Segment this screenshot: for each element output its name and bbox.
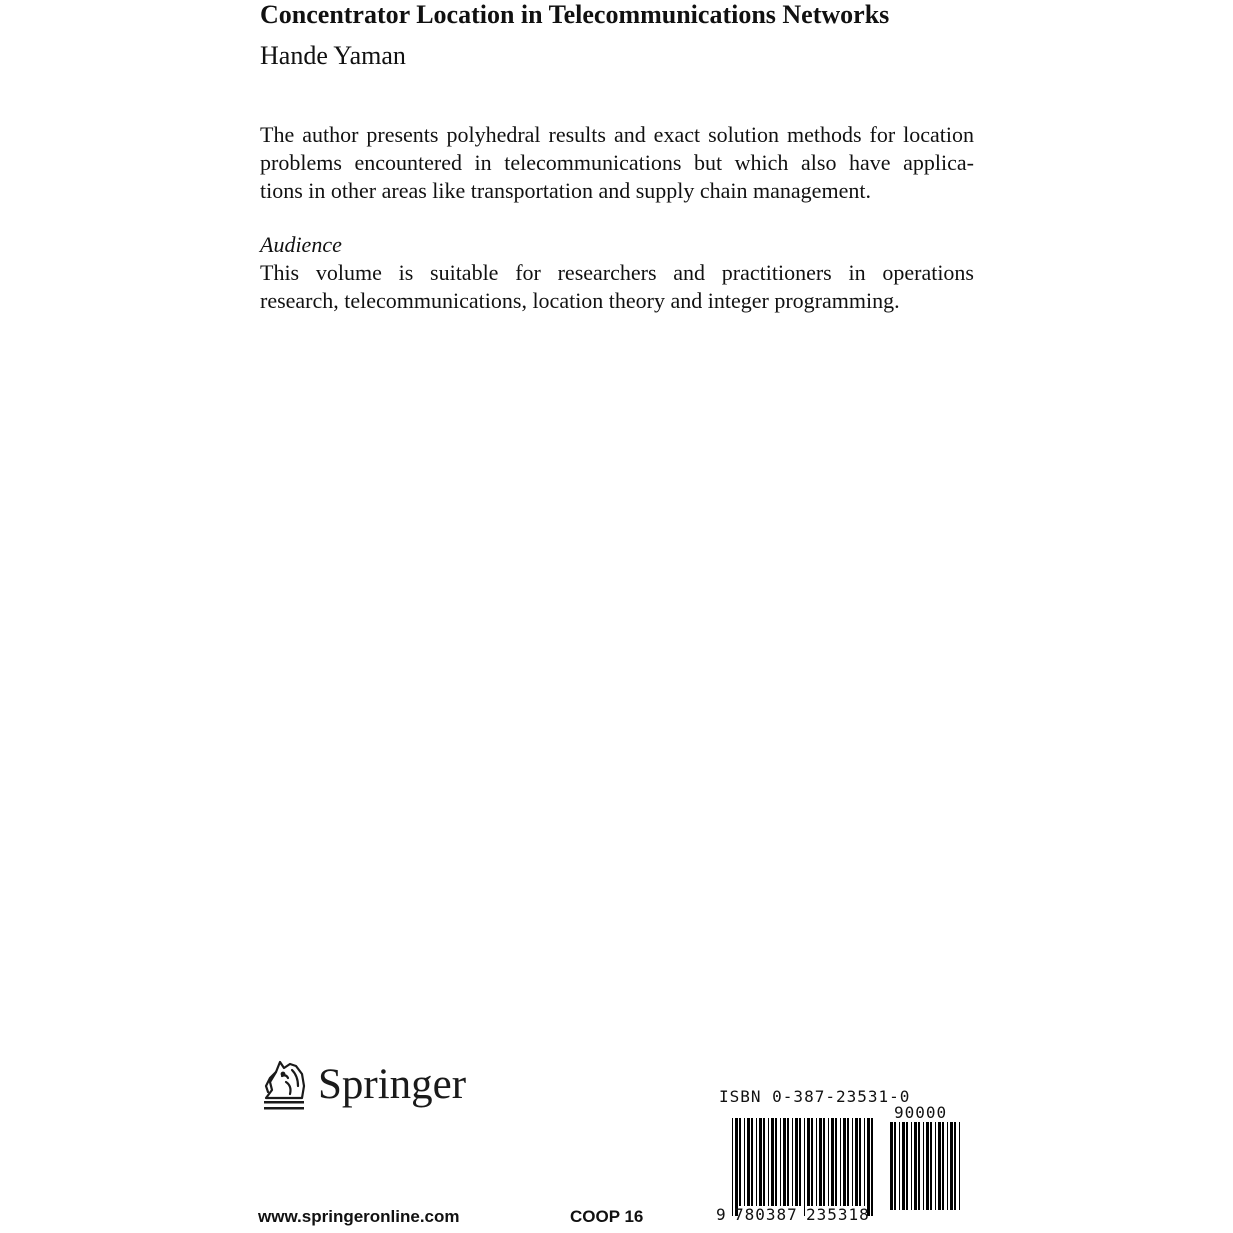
springer-wordmark: Springer — [318, 1061, 467, 1108]
barcode-bar — [828, 1118, 829, 1206]
barcode-bar — [914, 1122, 917, 1210]
barcode-bar — [756, 1118, 757, 1206]
barcode-bar — [950, 1122, 953, 1210]
ean-right-digits: 235318 — [806, 1205, 870, 1224]
barcode-bar — [926, 1122, 929, 1210]
barcode-bar — [902, 1122, 905, 1210]
barcode-bar — [911, 1122, 912, 1210]
ean-prefix-digit: 9 — [716, 1205, 727, 1224]
barcode-bar — [763, 1118, 765, 1206]
barcode-bar — [744, 1118, 745, 1206]
audience-heading: Audience — [260, 232, 342, 257]
description-line: tions in other areas like transportation and supply chain management. — [260, 178, 871, 203]
barcode-bar — [787, 1118, 789, 1206]
barcode-bar — [739, 1118, 741, 1206]
isbn-barcode — [714, 1118, 964, 1216]
barcode-bar — [847, 1118, 849, 1206]
barcode-bar — [918, 1122, 920, 1210]
barcode-bar — [823, 1118, 825, 1206]
isbn-label: ISBN 0-387-23531-0 — [719, 1087, 911, 1106]
barcode-bar — [747, 1118, 750, 1206]
series-code: COOP 16 — [570, 1207, 644, 1226]
barcode-bar — [930, 1122, 932, 1210]
barcode-bar — [852, 1118, 853, 1206]
barcode-bar — [792, 1118, 793, 1206]
barcode-bar — [938, 1122, 941, 1210]
barcode-bar — [864, 1118, 865, 1206]
barcode-bar — [732, 1118, 733, 1216]
book-author: Hande Yaman — [260, 41, 406, 70]
barcode-bar — [807, 1118, 810, 1206]
barcode-bar — [871, 1118, 873, 1216]
description-line: The author presents polyhedral results and exact solution methods for location — [260, 122, 974, 147]
barcode-bar — [768, 1118, 769, 1206]
barcode-bar — [959, 1122, 960, 1210]
barcode-bar — [867, 1118, 870, 1216]
barcode-bar — [843, 1118, 846, 1206]
barcode-bar — [923, 1122, 924, 1210]
barcode-bar — [795, 1118, 798, 1206]
barcode-bar — [804, 1118, 805, 1216]
barcode-bar — [935, 1122, 936, 1210]
barcode-bar — [759, 1118, 762, 1206]
barcode-bar — [859, 1118, 861, 1206]
barcode-bar — [835, 1118, 837, 1206]
audience-line: research, telecommunications, location theory and integer programming. — [260, 288, 900, 313]
barcode-bar — [780, 1118, 781, 1206]
barcode-bar — [947, 1122, 948, 1210]
barcode-bar — [942, 1122, 944, 1210]
barcode-bar — [840, 1118, 841, 1206]
barcode-bar — [890, 1122, 893, 1210]
price-code: 90000 — [894, 1103, 948, 1122]
barcode-bar — [894, 1122, 896, 1210]
barcode-bar — [819, 1118, 822, 1206]
barcode-bar — [906, 1122, 908, 1210]
publisher-website: www.springeronline.com — [258, 1207, 460, 1226]
ean-left-digits: 780387 — [734, 1205, 798, 1224]
barcode-bar — [799, 1118, 801, 1206]
barcode-bar — [816, 1118, 817, 1206]
barcode-bar — [783, 1118, 786, 1206]
barcode-bar — [831, 1118, 834, 1206]
barcode-bar — [775, 1118, 777, 1206]
barcode-bar — [899, 1122, 900, 1210]
book-title: Concentrator Location in Telecommunications Networks — [260, 0, 890, 29]
barcode-bar — [771, 1118, 774, 1206]
audience-section — [260, 231, 974, 315]
audience-line: This volume is suitable for researchers and practitioners in operations — [260, 260, 974, 285]
barcode-bar — [954, 1122, 956, 1210]
description-paragraph — [260, 121, 974, 205]
description-line: problems encountered in telecommunications but which also have applica- — [260, 150, 974, 175]
barcode-bar — [751, 1118, 753, 1206]
barcode-bar — [855, 1118, 858, 1206]
barcode-bar — [811, 1118, 813, 1206]
barcode-bar — [735, 1118, 738, 1216]
